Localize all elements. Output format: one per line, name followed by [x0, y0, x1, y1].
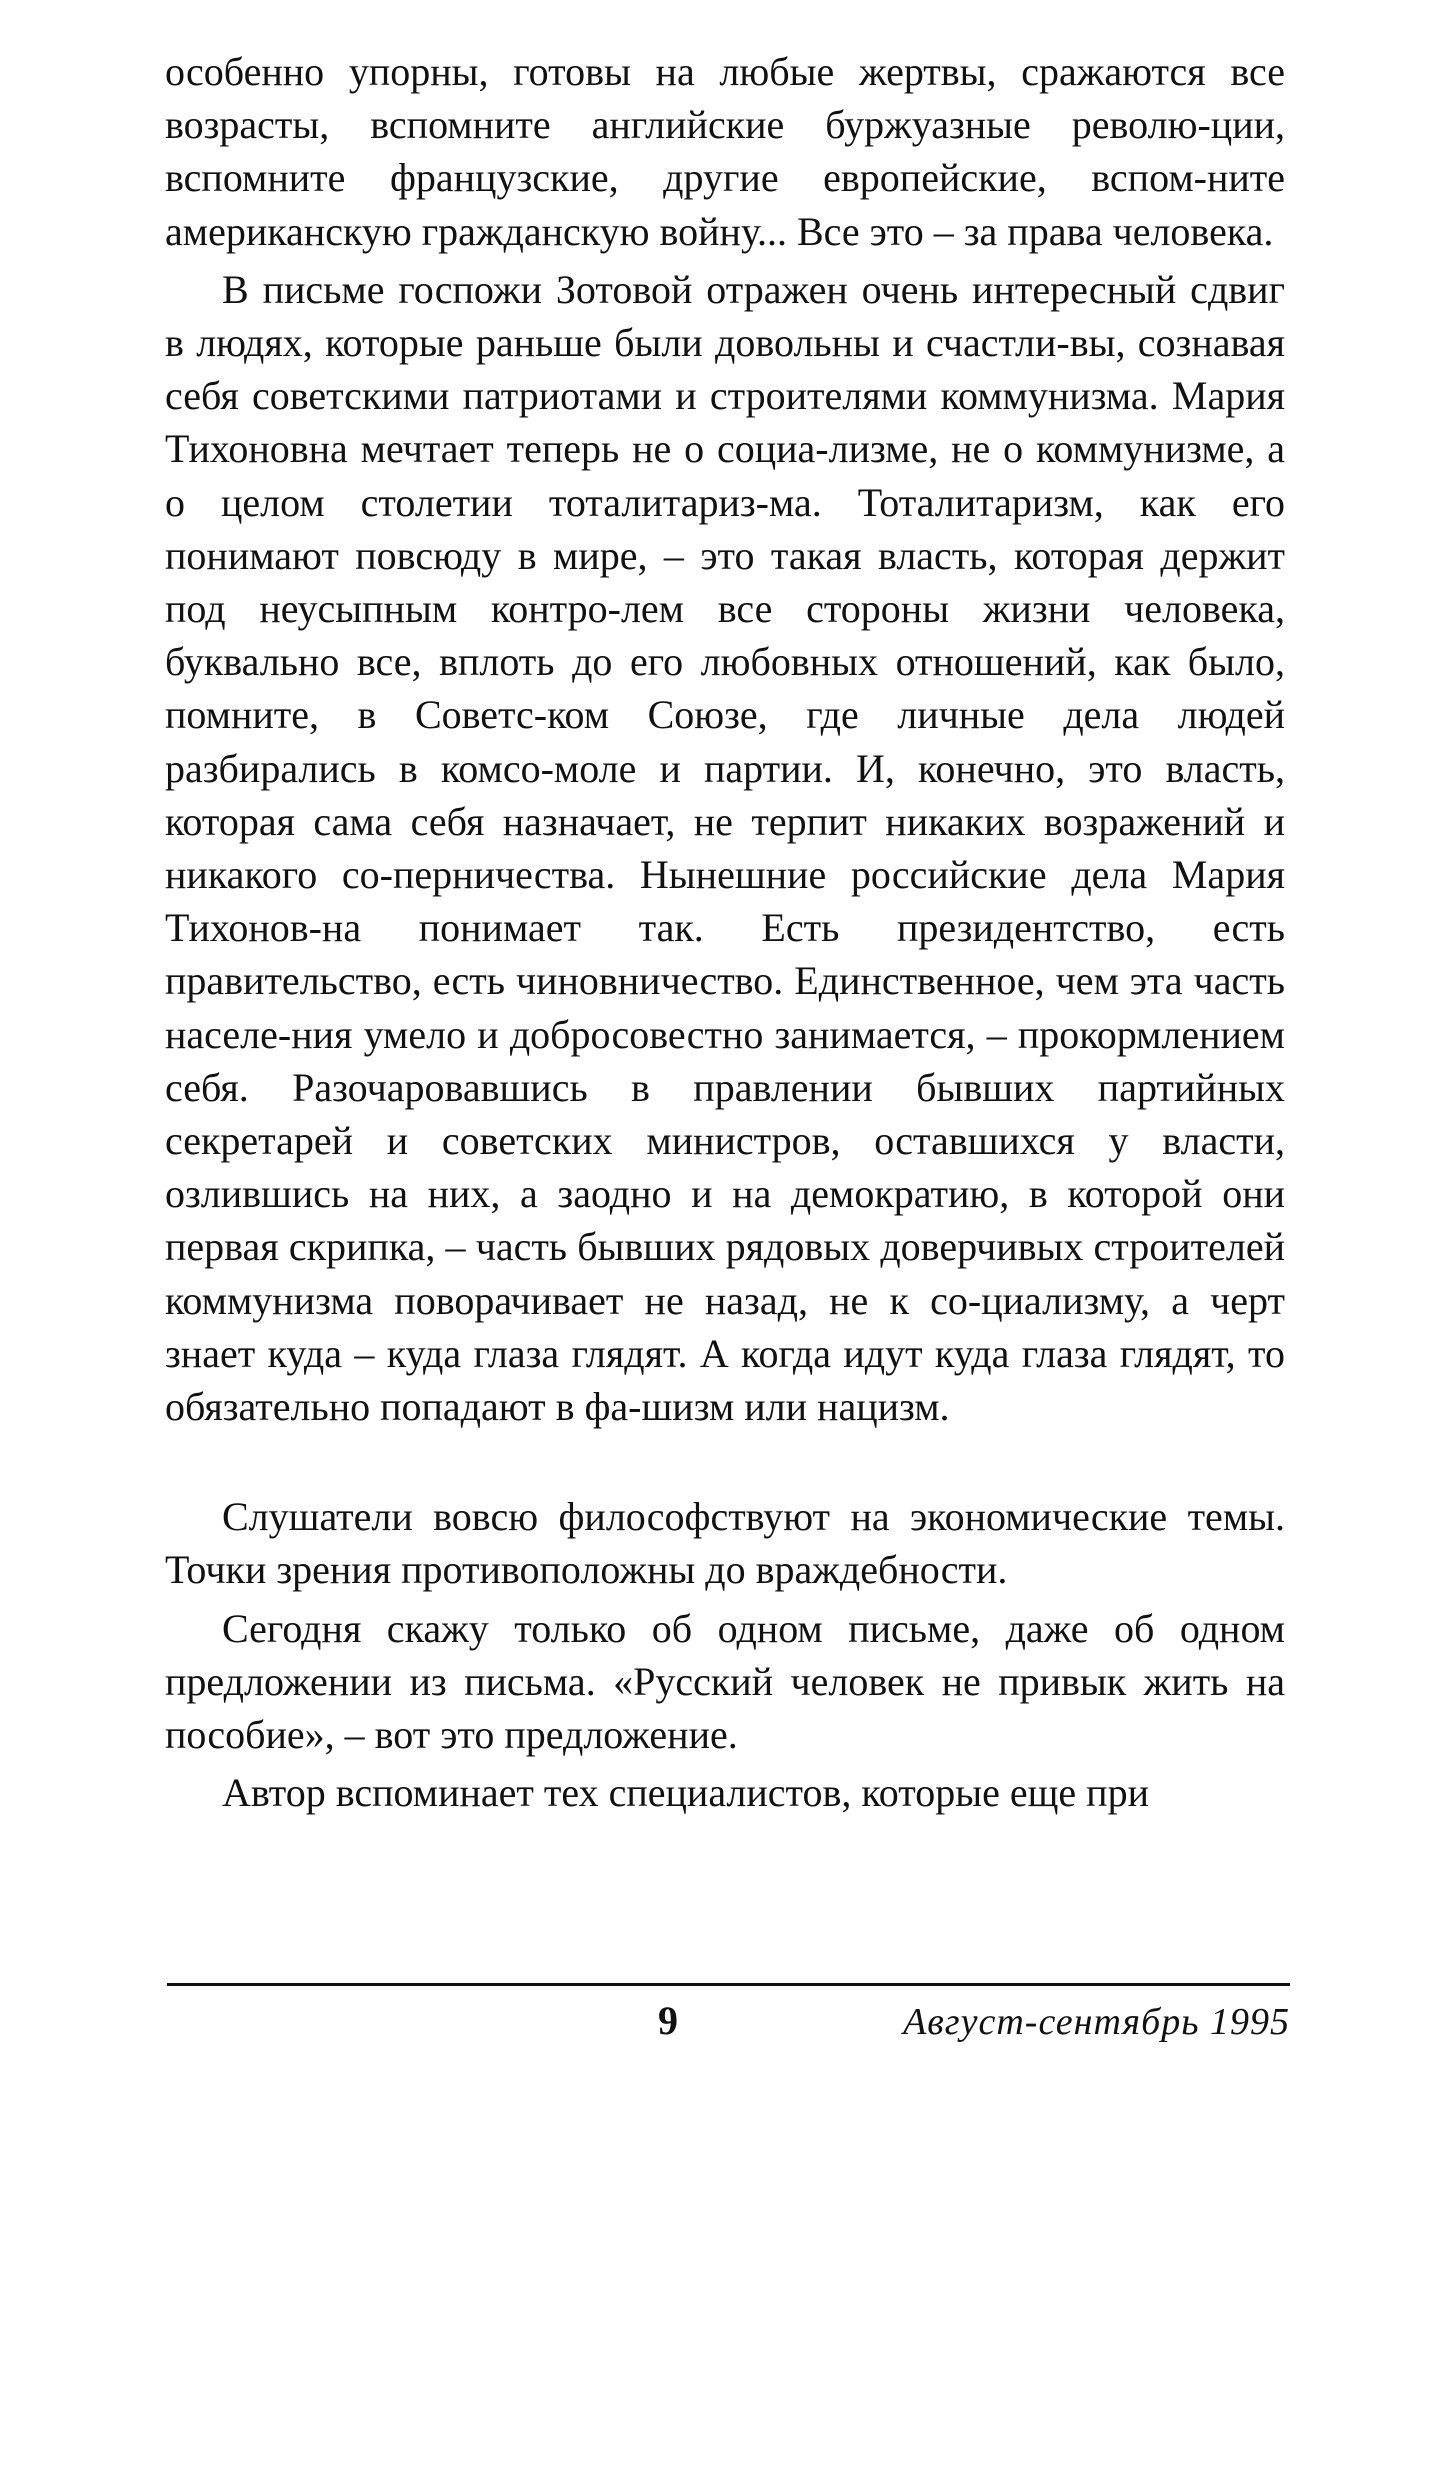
paragraph-continuation: особенно упорны, готовы на любые жертвы, сражаются все возрасты, вспомните английские буржуазные револю-ции, вспомните французские, другие европейские, вспом-ните американскую гражданскую войну... Все это – за права человека.: [165, 49, 1285, 254]
paragraph-zotova-letter: В письме госпожи Зотовой отражен очень интересный сдвиг в людях, которые раньше были довольны и счастли-вы, сознавая себя советскими патриотами и строителями коммунизма. Мария Тихоновна мечтает теперь не о социа-лизме, не о коммунизме, а о целом столетии тоталитариз-ма. Тоталитаризм, как его понимают повсюду в мире, – это такая власть, которая держит под неусыпным контро-лем все стороны жизни человека, буквально все, вплоть до его любовных отношений, как было, помните, в Советс-ком Союзе, где личные дела людей разбирались в комсо-моле и партии. И, конечно, это власть, которая сама себя назначает, не терпит никаких возражений и никакого со-перничества. Нынешние российские дела Мария Тихонов-на понимает так. Есть президентство, есть правительство, есть чиновничество. Единственное, чем эта часть населе-ния умело и добросовестно занимается, – прокормлением себя. Разочаровавшись в правлении бывших партийных секретарей и советских министров, оставшихся у власти, озлившись на них, а заодно и на демократию, в которой они первая скрипка, – часть бывших рядовых доверчивых строителей коммунизма поворачивает не назад, не к со-циализму, а черт знает куда – куда глаза глядят. А когда идут куда глаза глядят, то обязательно попадают в фа-шизм или нацизм.: [165, 266, 1285, 1430]
paragraph-author-recalls: Автор вспоминает тех специалистов, которые еще при: [222, 1770, 1149, 1816]
footer-divider: [167, 1983, 1290, 1986]
section-break: [165, 1438, 1285, 1490]
paragraph-listeners: Слушатели вовсю философствуют на экономические темы. Точки зрения противоположны до враждебности.: [165, 1494, 1285, 1593]
page-body: [165, 45, 1285, 1825]
page-number: 9: [658, 1998, 678, 2043]
paragraph-one-letter: Сегодня скажу только об одном письме, даже об одном предложении из письма. «Русский человек не привык жить на пособие», – вот это предложение.: [165, 1605, 1285, 1758]
issue-date: Август-сентябрь 1995: [903, 2001, 1290, 2043]
